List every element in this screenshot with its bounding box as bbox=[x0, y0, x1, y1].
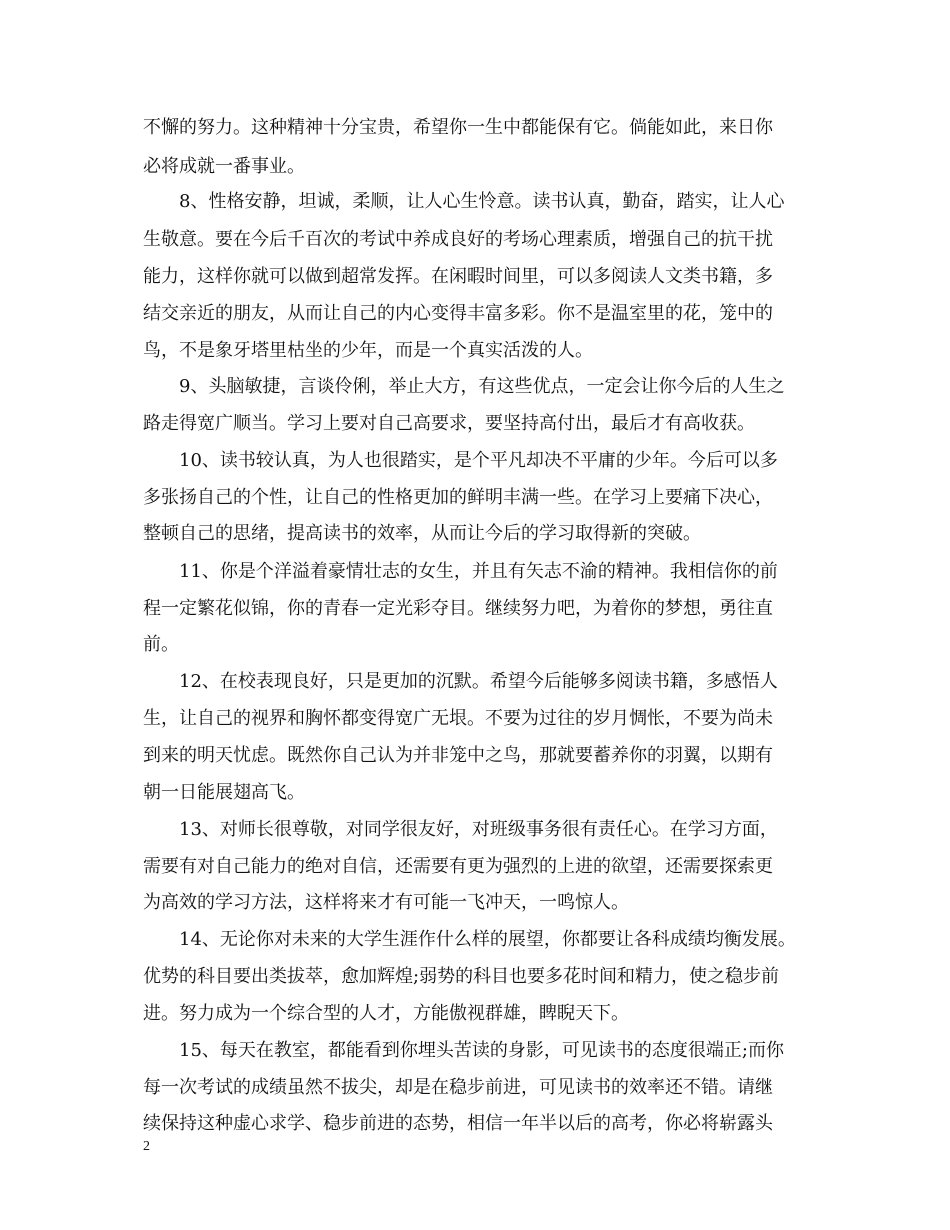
text-line: 12、在校表现良好，只是更加的沉默。希望今后能够多阅读书籍，多感悟人 bbox=[143, 671, 778, 692]
text-line: 鸟，不是象牙塔里枯坐的少年，而是一个真实活泼的人。 bbox=[143, 340, 593, 361]
text-line: 前。 bbox=[143, 634, 179, 655]
text-line: 程一定繁花似锦，你的青春一定光彩夺目。继续努力吧，为着你的梦想，勇往直 bbox=[143, 598, 773, 619]
text-line: 优势的科目要出类拔萃，愈加辉煌;弱势的科目也要多花时间和精力，使之稳步前 bbox=[143, 966, 780, 987]
text-line: 路走得宽广顺当。学习上要对自己高要求，要坚持高付出，最后才有高收获。 bbox=[143, 413, 755, 434]
text-line: 到来的明天忧虑。既然你自己认为并非笼中之鸟，那就要蓄养你的羽翼，以期有 bbox=[143, 745, 773, 766]
text-line: 生，让自己的视界和胸怀都变得宽广无垠。不要为过往的岁月惆怅，不要为尚未 bbox=[143, 708, 773, 729]
text-line: 结交亲近的朋友，从而让自己的内心变得丰富多彩。你不是温室里的花，笼中的 bbox=[143, 303, 773, 324]
text-line: 11、你是个洋溢着豪情壮志的女生，并且有矢志不渝的精神。我相信你的前 bbox=[143, 561, 778, 582]
text-line: 多张扬自己的个性，让自己的性格更加的鲜明丰满一些。在学习上要痛下决心， bbox=[143, 487, 773, 508]
page-number: 2 bbox=[143, 1139, 150, 1154]
text-line: 整顿自己的思绪，提高读书的效率，从而让今后的学习取得新的突破。 bbox=[143, 523, 701, 544]
text-line: 续保持这种虚心求学、稳步前进的态势，相信一年半以后的高考，你必将崭露头 bbox=[143, 1113, 773, 1134]
text-line: 13、对师长很尊敬，对同学很友好，对班级事务很有责任心。在学习方面， bbox=[143, 819, 778, 840]
text-line: 每一次考试的成绩虽然不拔尖，却是在稳步前进，可见读书的效率还不错。请继 bbox=[143, 1077, 773, 1098]
text-line: 14、无论你对未来的大学生涯作什么样的展望，你都要让各科成绩均衡发展。 bbox=[143, 929, 796, 950]
text-line: 朝一日能展翅高飞。 bbox=[143, 782, 305, 803]
text-line: 需要有对自己能力的绝对自信，还需要有更为强烈的上进的欲望，还需要探索更 bbox=[143, 856, 773, 877]
text-line: 为高效的学习方法，这样将来才有可能一飞冲天，一鸣惊人。 bbox=[143, 892, 629, 913]
text-line: 15、每天在教室，都能看到你埋头苦读的身影，可见读书的态度很端正;而你 bbox=[143, 1040, 784, 1061]
text-line: 9、头脑敏捷，言谈伶俐，举止大方，有这些优点，一定会让你今后的人生之 bbox=[143, 376, 785, 397]
text-line: 不懈的努力。这种精神十分宝贵，希望你一生中都能保有它。倘能如此，来日你 bbox=[143, 117, 773, 138]
text-line: 生敬意。要在今后千百次的考试中养成良好的考场心理素质，增强自己的抗干扰 bbox=[143, 229, 773, 250]
text-line: 必将成就一番事业。 bbox=[143, 156, 305, 177]
text-line: 能力，这样你就可以做到超常发挥。在闲暇时间里，可以多阅读人文类书籍，多 bbox=[143, 266, 773, 287]
text-line: 进。努力成为一个综合型的人才，方能傲视群雄，睥睨天下。 bbox=[143, 1003, 629, 1024]
text-line: 10、读书较认真，为人也很踏实，是个平凡却决不平庸的少年。今后可以多 bbox=[143, 450, 778, 471]
text-line: 8、性格安静，坦诚，柔顺，让人心生怜意。读书认真，勤奋，踏实，让人心 bbox=[143, 191, 785, 212]
